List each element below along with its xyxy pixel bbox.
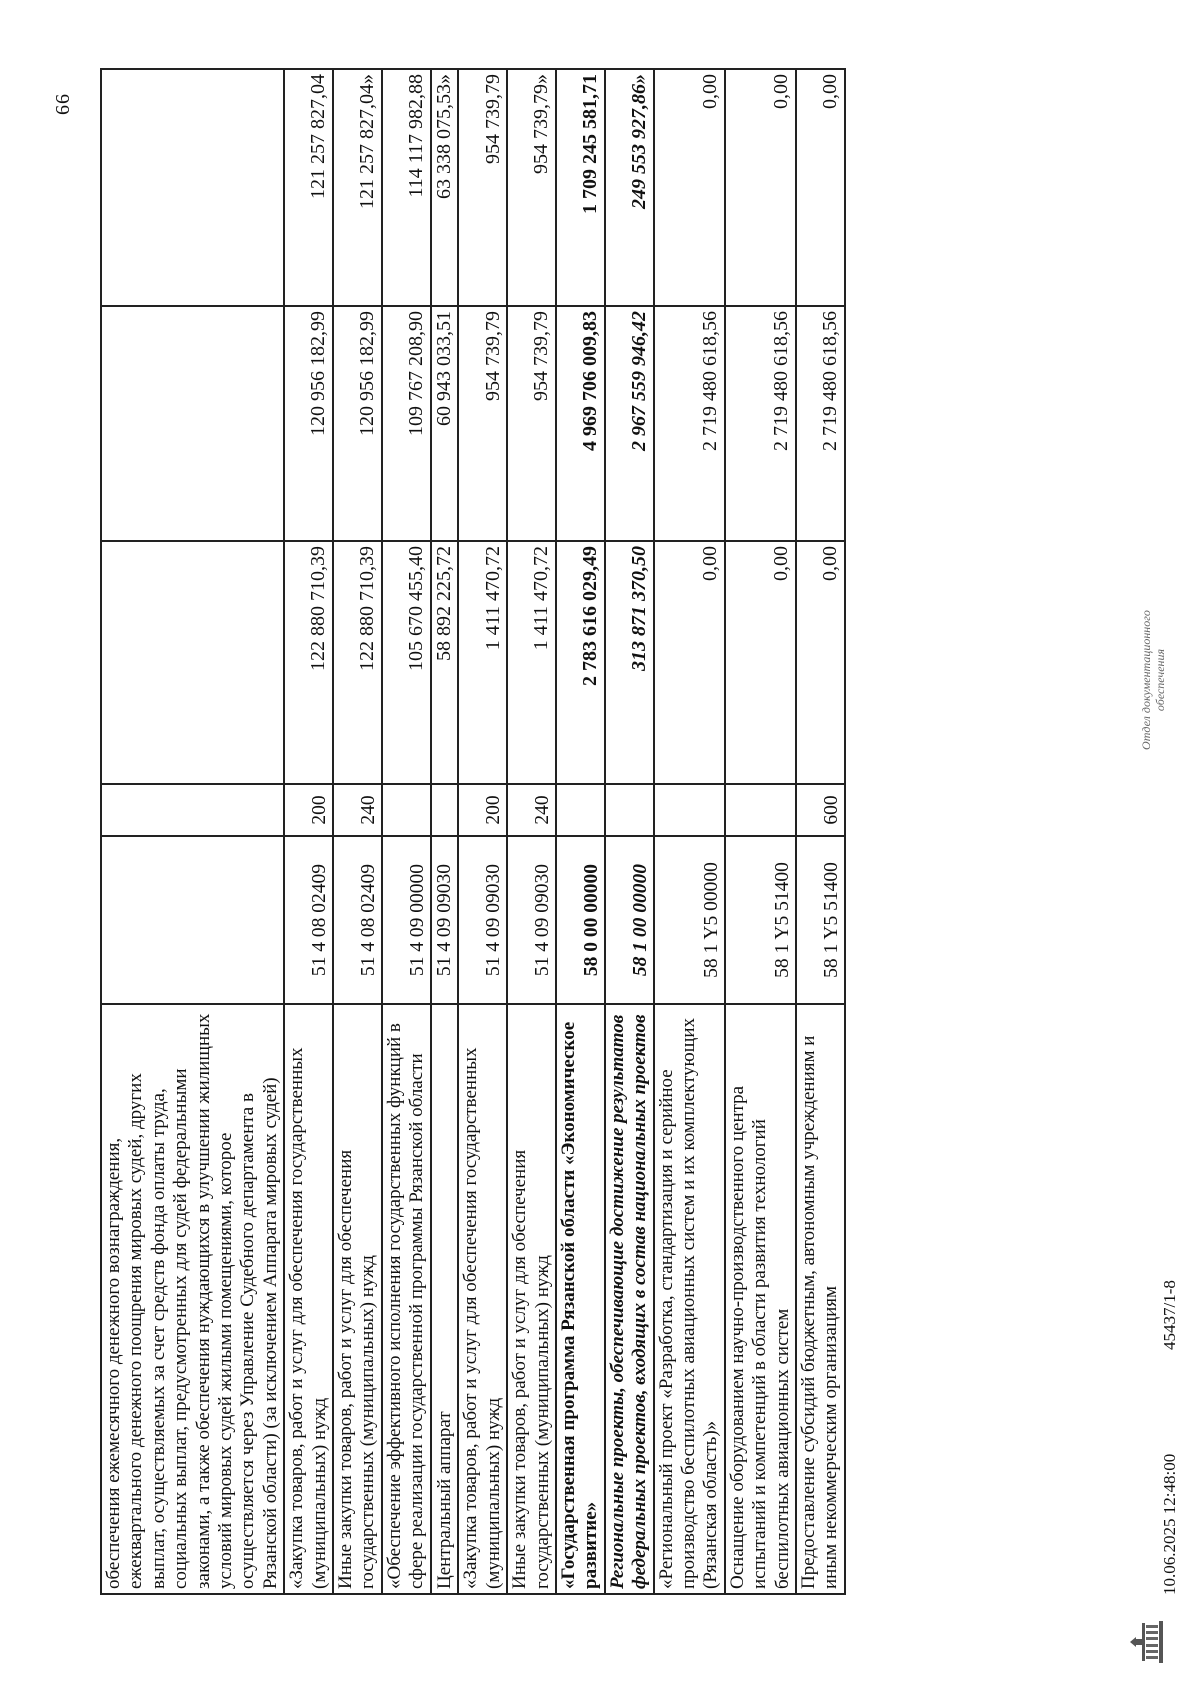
table-row bbox=[725, 69, 796, 1594]
row-name: «Государственная программа Рязанской области «Экономическое развитие» bbox=[556, 1004, 605, 1594]
table-row bbox=[382, 69, 431, 1594]
row-expense-type bbox=[382, 784, 431, 836]
row-name: «Закупка товаров, работ и услуг для обеспечения государственных (муниципальных) нужд bbox=[458, 1004, 507, 1594]
row-expense-type bbox=[556, 784, 605, 836]
row-name: «Региональный проект «Разработка, стандартизация и серийное производство беспилотных авиационных систем и их комплектующих (Рязанская область)» bbox=[654, 1004, 725, 1594]
row-value-1: 0,00 bbox=[796, 541, 845, 784]
row-name: Иные закупки товаров, работ и услуг для обеспечения государственных (муниципальных) нужд bbox=[333, 1004, 382, 1594]
row-value-1: 0,00 bbox=[725, 541, 796, 784]
row-value-3: 121 257 827,04» bbox=[333, 69, 382, 306]
row-value-1: 105 670 455,40 bbox=[382, 541, 431, 784]
row-value-2: 954 739,79 bbox=[458, 306, 507, 541]
row-code: 51 4 09 00000 bbox=[382, 836, 431, 1004]
row-code: 58 1 00 00000 bbox=[605, 836, 654, 1004]
row-code: 51 4 09 09030 bbox=[431, 836, 459, 1004]
row-expense-type: 600 bbox=[796, 784, 845, 836]
table-row bbox=[507, 69, 556, 1594]
row-value-1: 0,00 bbox=[654, 541, 725, 784]
row-expense-type bbox=[101, 784, 284, 836]
row-value-3 bbox=[101, 69, 284, 306]
row-value-3: 114 117 982,88 bbox=[382, 69, 431, 306]
row-name: «Обеспечение эффективного исполнения государственных функций в сфере реализации государственной программы Рязанской области bbox=[382, 1004, 431, 1594]
row-value-2: 60 943 033,51 bbox=[431, 306, 459, 541]
table-row bbox=[101, 69, 284, 1594]
footer-doc-code: 45437/1-8 bbox=[1160, 1280, 1179, 1350]
footer-date: 10.06.2025 12:48:00 bbox=[1160, 1453, 1179, 1595]
table-row bbox=[796, 69, 845, 1594]
row-value-3: 954 739,79» bbox=[507, 69, 556, 306]
row-value-3: 0,00 bbox=[654, 69, 725, 306]
table-row bbox=[458, 69, 507, 1594]
row-code: 51 4 08 02409 bbox=[333, 836, 382, 1004]
row-value-2: 109 767 208,90 bbox=[382, 306, 431, 541]
row-code: 51 4 09 09030 bbox=[458, 836, 507, 1004]
row-value-1: 2 783 616 029,49 bbox=[556, 541, 605, 784]
row-value-3: 0,00 bbox=[725, 69, 796, 306]
table-row bbox=[333, 69, 382, 1594]
row-value-2: 2 719 480 618,56 bbox=[725, 306, 796, 541]
row-name: «Закупка товаров, работ и услуг для обеспечения государственных (муниципальных) нужд bbox=[284, 1004, 333, 1594]
row-value-1: 313 871 370,50 bbox=[605, 541, 654, 784]
row-code: 58 0 00 00000 bbox=[556, 836, 605, 1004]
row-expense-type: 200 bbox=[458, 784, 507, 836]
row-value-3: 1 709 245 581,71 bbox=[556, 69, 605, 306]
row-value-1: 122 880 710,39 bbox=[333, 541, 382, 784]
row-value-2: 954 739,79 bbox=[507, 306, 556, 541]
row-value-3: 121 257 827,04 bbox=[284, 69, 333, 306]
table-row bbox=[605, 69, 654, 1594]
parliament-building-icon bbox=[1128, 1619, 1166, 1665]
row-code: 58 1 Y5 51400 bbox=[796, 836, 845, 1004]
row-expense-type bbox=[654, 784, 725, 836]
row-code: 51 4 08 02409 bbox=[284, 836, 333, 1004]
row-value-2: 120 956 182,99 bbox=[284, 306, 333, 541]
row-expense-type bbox=[605, 784, 654, 836]
stamp-line-2: обеспечения bbox=[1152, 648, 1167, 712]
row-value-1 bbox=[101, 541, 284, 784]
row-value-3: 249 553 927,86» bbox=[605, 69, 654, 306]
row-name: Предоставление субсидий бюджетным, автономным учреждениям и иным некоммерческим организациям bbox=[796, 1004, 845, 1594]
row-value-1: 58 892 225,72 bbox=[431, 541, 459, 784]
row-value-1: 1 411 470,72 bbox=[507, 541, 556, 784]
table-row bbox=[284, 69, 333, 1594]
row-code: 58 1 Y5 51400 bbox=[725, 836, 796, 1004]
row-code: 51 4 09 09030 bbox=[507, 836, 556, 1004]
row-code: 58 1 Y5 00000 bbox=[654, 836, 725, 1004]
table-row bbox=[431, 69, 459, 1594]
row-name: Центральный аппарат bbox=[431, 1004, 459, 1594]
row-value-3: 63 338 075,53» bbox=[431, 69, 459, 306]
stamp-line-1: Отдел документационного bbox=[1139, 610, 1153, 750]
department-stamp bbox=[1140, 545, 1168, 815]
row-value-2 bbox=[101, 306, 284, 541]
row-name: Региональные проекты, обеспечивающие достижение результатов федеральных проектов, входящих в состав национальных проектов bbox=[605, 1004, 654, 1594]
row-value-2: 120 956 182,99 bbox=[333, 306, 382, 541]
table-row bbox=[654, 69, 725, 1594]
row-name: обеспечения ежемесячного денежного вознаграждения, ежеквартального денежного поощрения мировых судей, других выплат, осуществляемых за счет средств фонда оплаты труда, социальных выплат, предусмотренных для судей федеральными законами, а также обеспечения нуждающихся в улучшении жилищных условий мировых судей жилыми помещениями, которое осуществляется через Управление Судебного департамента в Рязанской области) (за исключением Аппарата мировых судей) bbox=[101, 1004, 284, 1594]
budget-table bbox=[100, 68, 846, 1595]
row-value-3: 954 739,79 bbox=[458, 69, 507, 306]
row-value-2: 4 969 706 009,83 bbox=[556, 306, 605, 541]
row-value-1: 122 880 710,39 bbox=[284, 541, 333, 784]
row-expense-type bbox=[725, 784, 796, 836]
row-expense-type: 240 bbox=[507, 784, 556, 836]
row-value-2: 2 967 559 946,42 bbox=[605, 306, 654, 541]
row-code bbox=[101, 836, 284, 1004]
table-row bbox=[556, 69, 605, 1594]
row-value-2: 2 719 480 618,56 bbox=[796, 306, 845, 541]
row-name: Оснащение оборудованием научно-производственного центра испытаний и компетенций в области развития технологий беспилотных авиационных систем bbox=[725, 1004, 796, 1594]
row-value-2: 2 719 480 618,56 bbox=[654, 306, 725, 541]
row-expense-type bbox=[431, 784, 459, 836]
row-expense-type: 240 bbox=[333, 784, 382, 836]
row-value-1: 1 411 470,72 bbox=[458, 541, 507, 784]
row-name: Иные закупки товаров, работ и услуг для обеспечения государственных (муниципальных) нужд bbox=[507, 1004, 556, 1594]
row-value-3: 0,00 bbox=[796, 69, 845, 306]
page-number: 66 bbox=[52, 93, 74, 115]
row-expense-type: 200 bbox=[284, 784, 333, 836]
